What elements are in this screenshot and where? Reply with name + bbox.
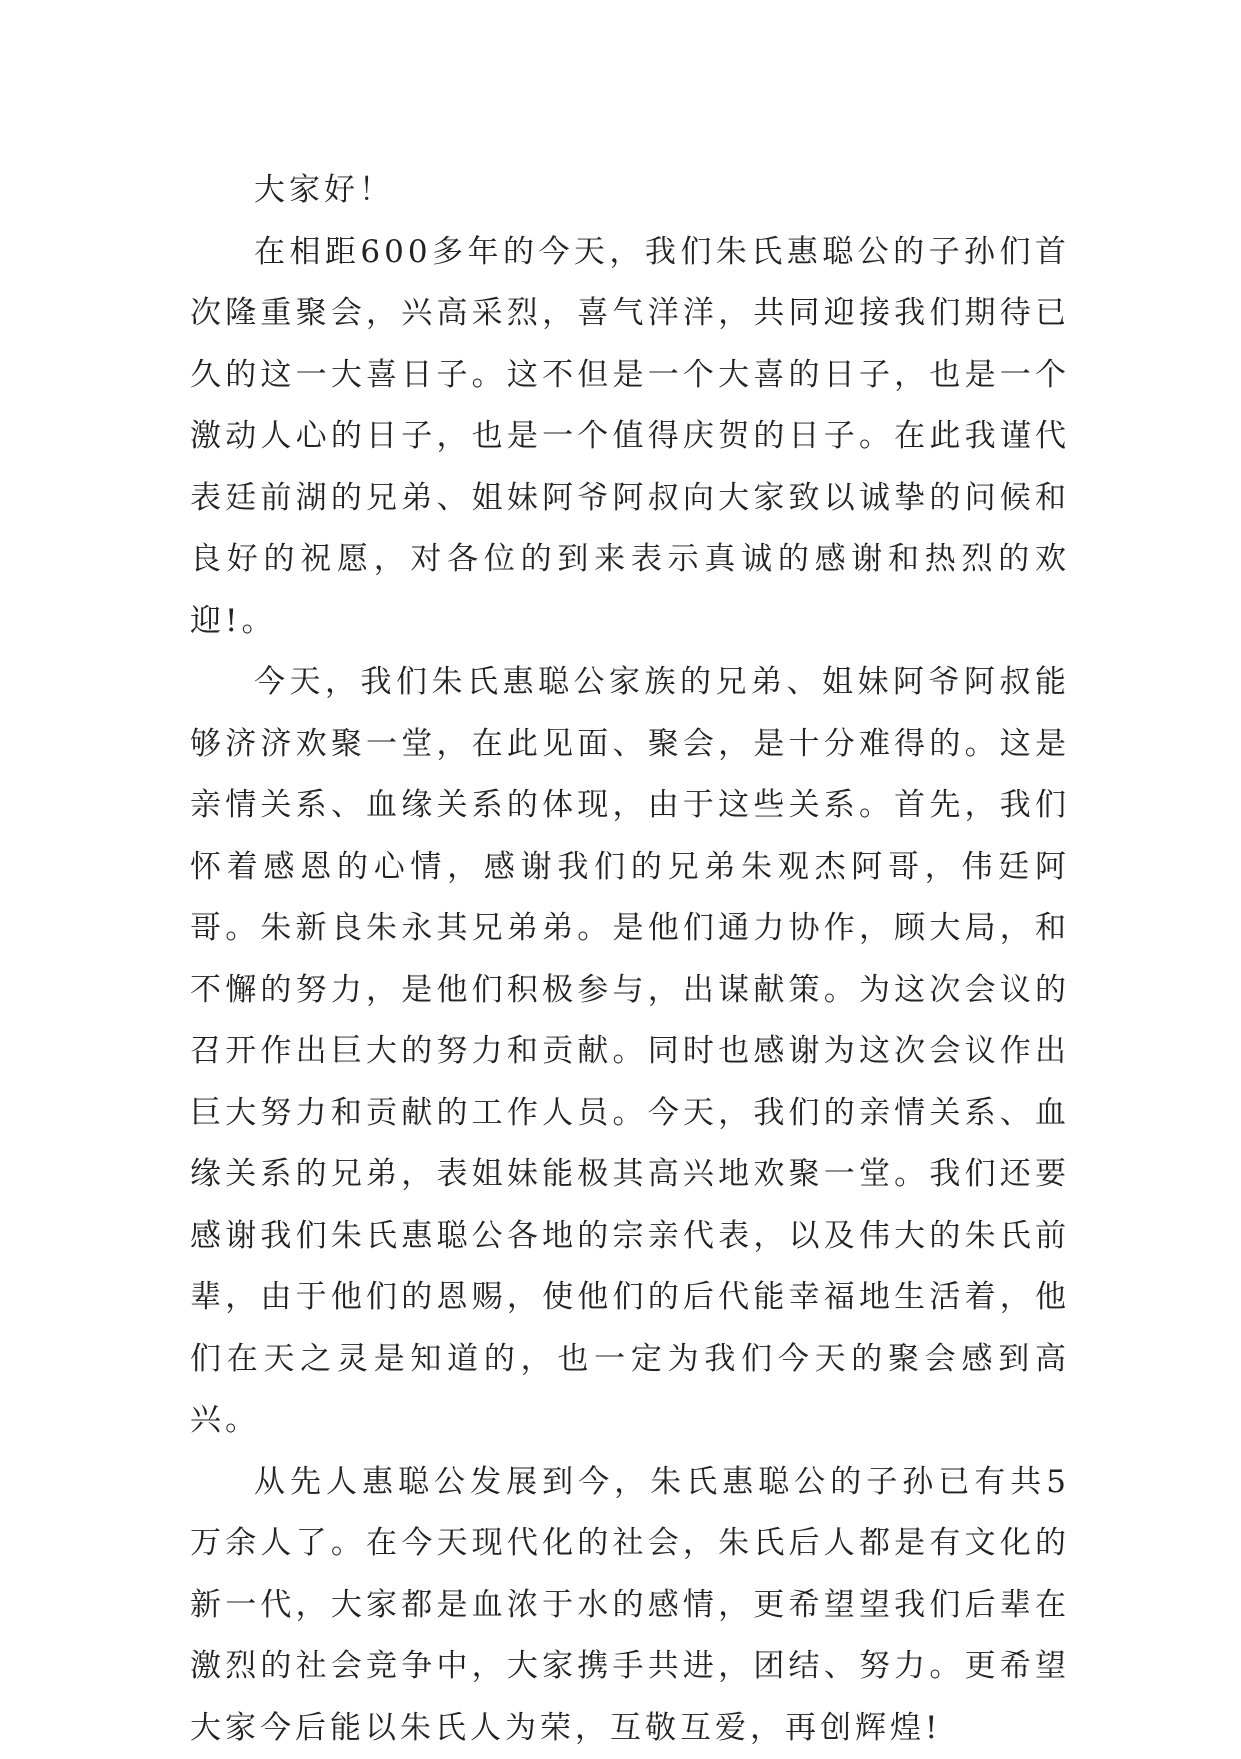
opening-paragraph: 在相距600多年的今天，我们朱氏惠聪公的子孙们首次隆重聚会，兴高采烈，喜气洋洋，共同迎接我们期待已久的这一大喜日子。这不但是一个大喜的日子，也是一个激动人心的日子，也是一个值得庆贺的日子。在此我谨代表廷前湖的兄弟、姐妹阿爷阿叔向大家致以诚挚的问候和良好的祝愿，对各位的到来表示真诚的感谢和热烈的欢迎!。 [190, 222, 1070, 653]
greeting-paragraph: 大家好！ [190, 160, 1070, 222]
closing-paragraph: 从先人惠聪公发展到今，朱氏惠聪公的子孙已有共5万余人了。在今天现代化的社会，朱氏后人都是有文化的新一代，大家都是血浓于水的感情，更希望望我们后辈在激烈的社会竞争中，大家携手共进，团结、努力。更希望大家今后能以朱氏人为荣，互敬互爱，再创辉煌! [190, 1452, 1070, 1759]
thanks-paragraph: 今天，我们朱氏惠聪公家族的兄弟、姐妹阿爷阿叔能够济济欢聚一堂，在此见面、聚会，是十分难得的。这是亲情关系、血缘关系的体现，由于这些关系。首先，我们怀着感恩的心情，感谢我们的兄弟朱观杰阿哥，伟廷阿哥。朱新良朱永其兄弟弟。是他们通力协作，顾大局，和不懈的努力，是他们积极参与，出谋献策。为这次会议的召开作出巨大的努力和贡献。同时也感谢为这次会议作出巨大努力和贡献的工作人员。今天，我们的亲情关系、血缘关系的兄弟，表姐妹能极其高兴地欢聚一堂。我们还要感谢我们朱氏惠聪公各地的宗亲代表，以及伟大的朱氏前辈，由于他们的恩赐，使他们的后代能幸福地生活着，他们在天之灵是知道的，也一定为我们今天的聚会感到高兴。 [190, 652, 1070, 1452]
speech-body [190, 160, 1070, 1759]
